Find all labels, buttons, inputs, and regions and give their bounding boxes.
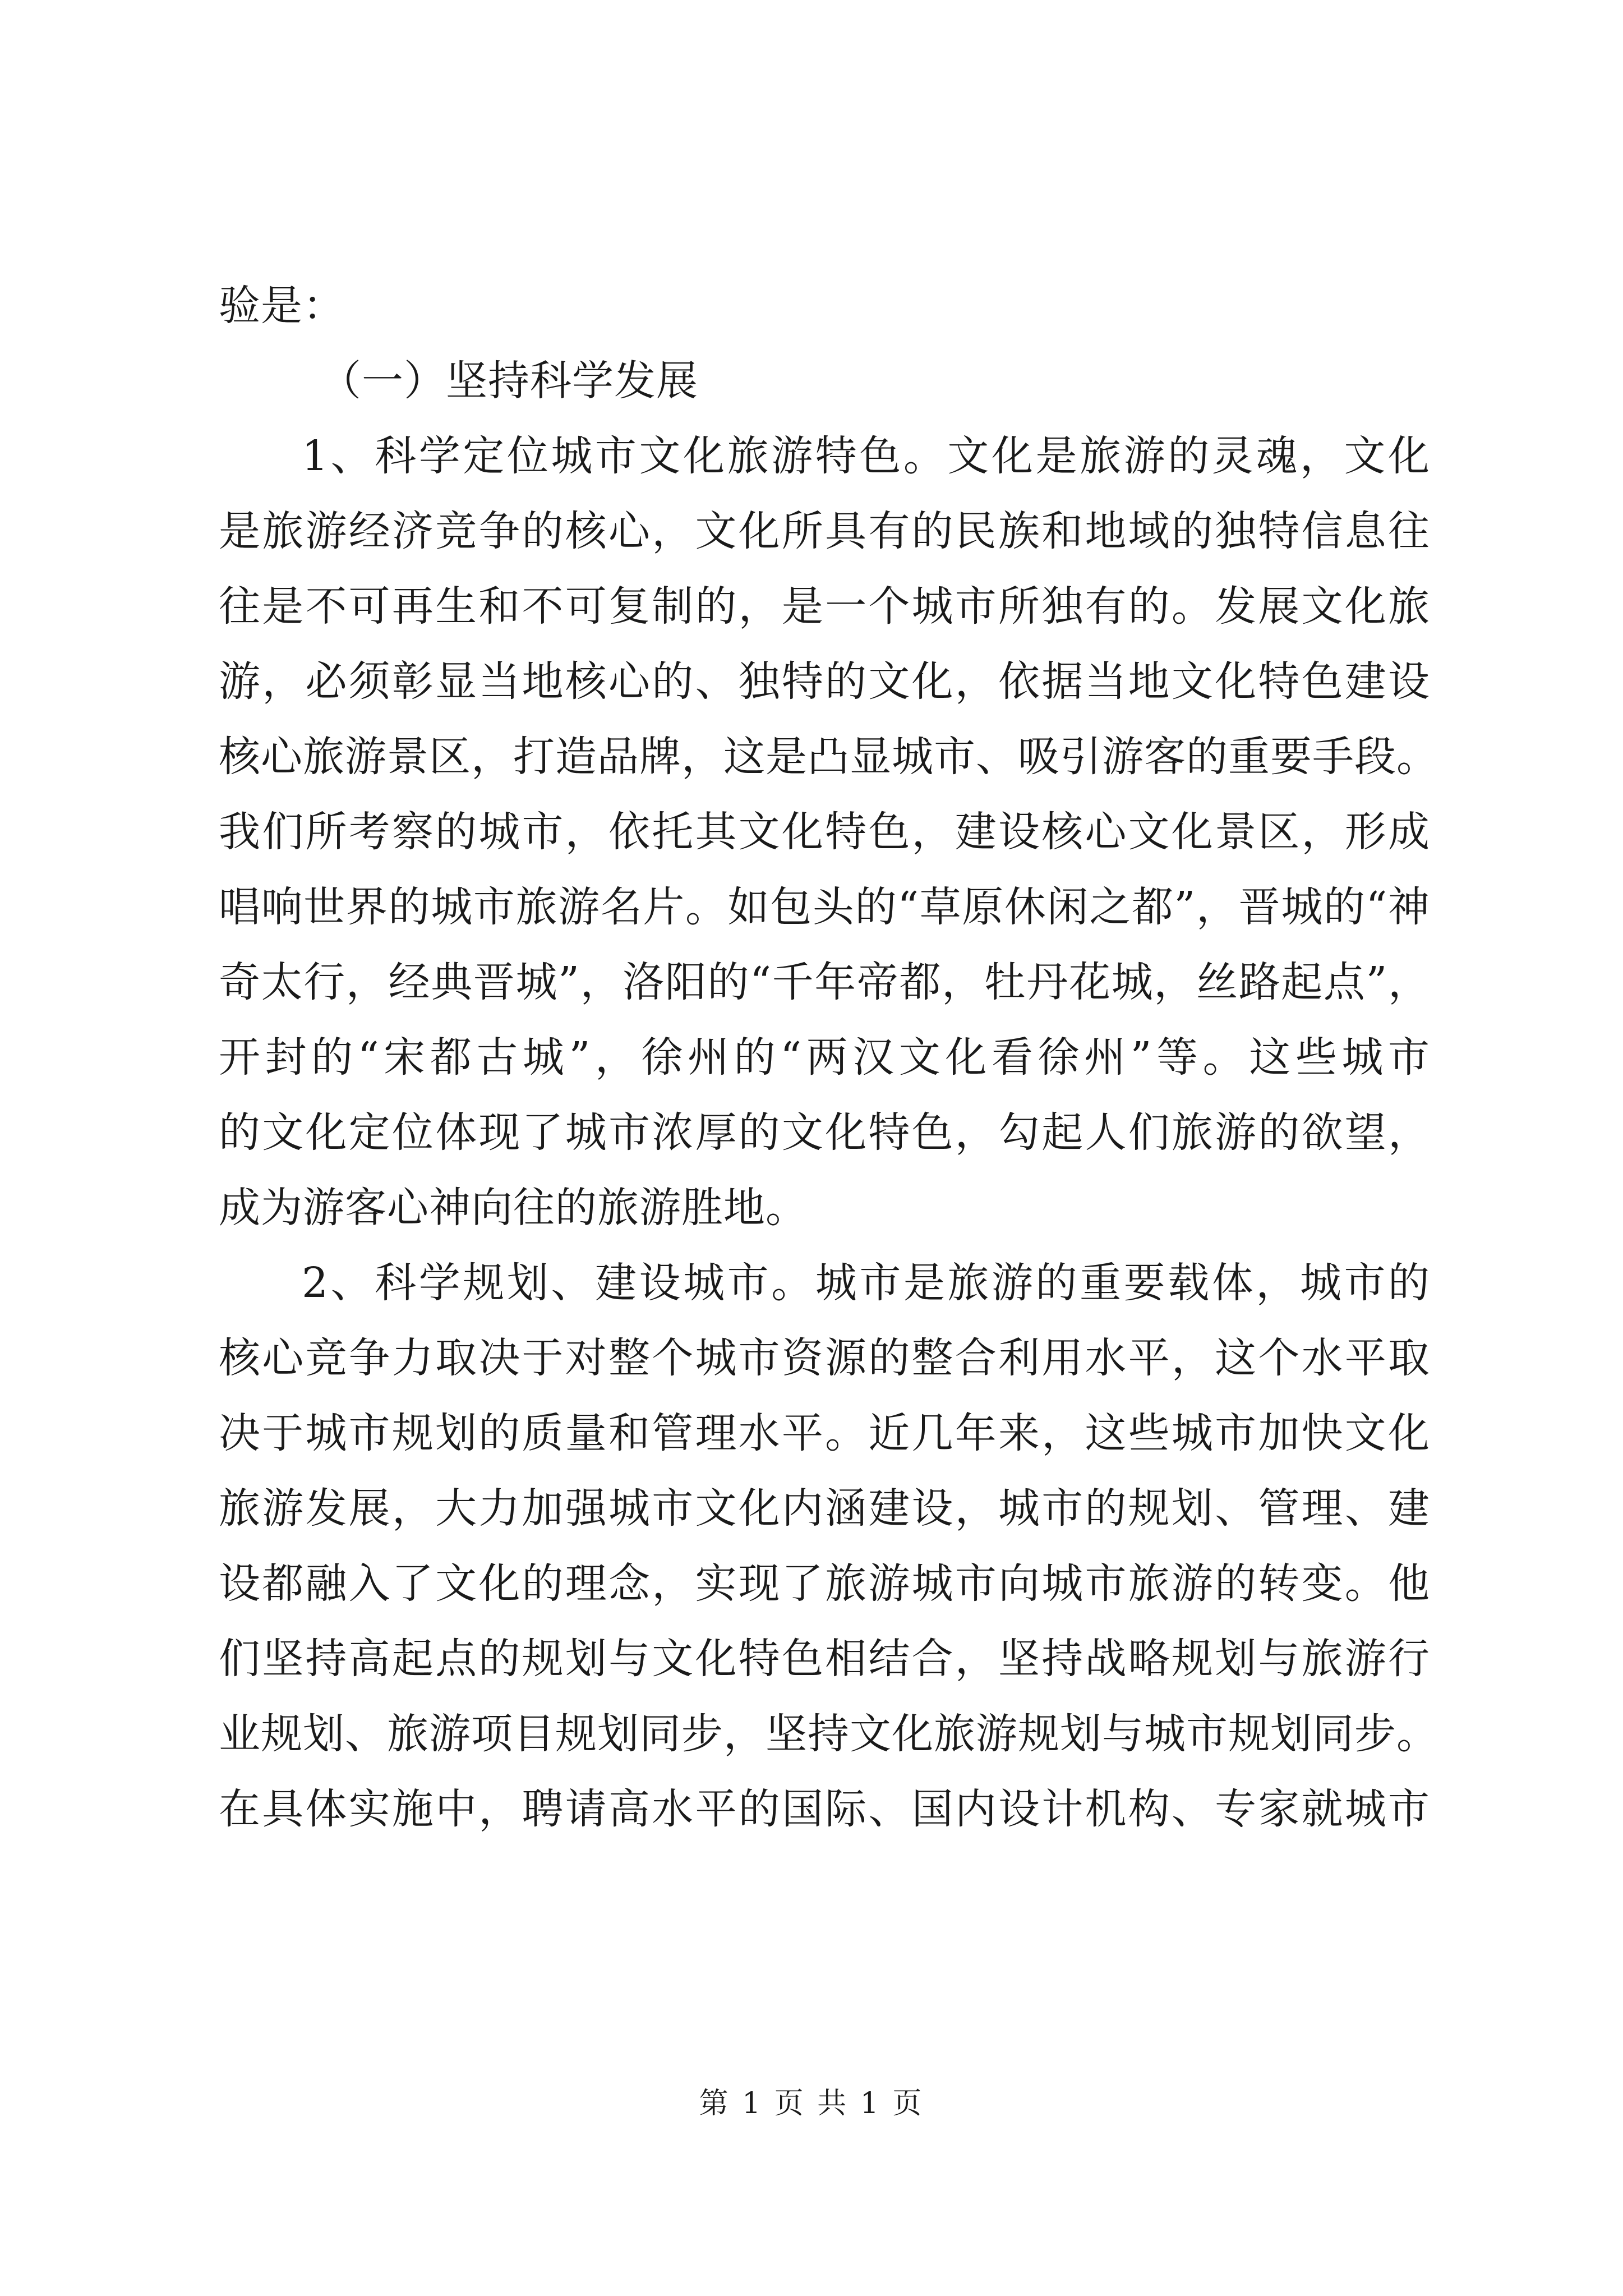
paragraph-line: 1、科学定位城市文化旅游特色。文化是旅游的灵魂，文化 bbox=[302, 432, 1430, 480]
paragraph-line: 我们所考察的城市，依托其文化特色，建设核心文化景区，形成 bbox=[219, 808, 1430, 856]
paragraph-line: 核心旅游景区，打造品牌，这是凸显城市、吸引游客的重要手段。 bbox=[219, 733, 1438, 781]
paragraph-line: 游，必须彰显当地核心的、独特的文化，依据当地文化特色建设 bbox=[219, 657, 1430, 706]
text-line: 验是： bbox=[219, 282, 345, 330]
paragraph-line: 2、科学规划、建设城市。城市是旅游的重要载体，城市的 bbox=[302, 1259, 1430, 1307]
body-text bbox=[219, 268, 1438, 1847]
paragraph-line: 旅游发展，大力加强城市文化内涵建设，城市的规划、管理、建 bbox=[219, 1484, 1430, 1533]
paragraph-line: 们坚持高起点的规划与文化特色相结合，坚持战略规划与旅游行 bbox=[219, 1635, 1430, 1683]
page-footer: 第 1 页 共 1 页 bbox=[699, 2087, 924, 2120]
paragraph-line: 唱响世界的城市旅游名片。如包头的“草原休闲之都”，晋城的“神 bbox=[219, 883, 1430, 931]
paragraph-line: 在具体实施中，聘请高水平的国际、国内设计机构、专家就城市 bbox=[219, 1785, 1430, 1833]
paragraph-line: 的文化定位体现了城市浓厚的文化特色，勾起人们旅游的欲望， bbox=[219, 1108, 1430, 1157]
paragraph-line: 开封的“宋都古城”，徐州的“两汉文化看徐州”等。这些城市 bbox=[219, 1033, 1430, 1082]
paragraph-line: 设都融入了文化的理念，实现了旅游城市向城市旅游的转变。他 bbox=[219, 1559, 1430, 1608]
paragraph-line: 是旅游经济竞争的核心，文化所具有的民族和地域的独特信息往 bbox=[219, 507, 1430, 555]
paragraph-line: 成为游客心神向往的旅游胜地。 bbox=[219, 1184, 808, 1232]
section-heading: （一）坚持科学发展 bbox=[320, 357, 698, 405]
paragraph-line: 往是不可再生和不可复制的，是一个城市所独有的。发展文化旅 bbox=[219, 582, 1430, 631]
paragraph-line: 业规划、旅游项目规划同步，坚持文化旅游规划与城市规划同步。 bbox=[219, 1710, 1438, 1758]
paragraph-line: 核心竞争力取决于对整个城市资源的整合利用水平，这个水平取 bbox=[219, 1334, 1430, 1382]
paragraph-line: 奇太行，经典晋城”，洛阳的“千年帝都，牡丹花城，丝路起点”， bbox=[219, 958, 1430, 1006]
paragraph-line: 决于城市规划的质量和管理水平。近几年来，这些城市加快文化 bbox=[219, 1409, 1430, 1457]
